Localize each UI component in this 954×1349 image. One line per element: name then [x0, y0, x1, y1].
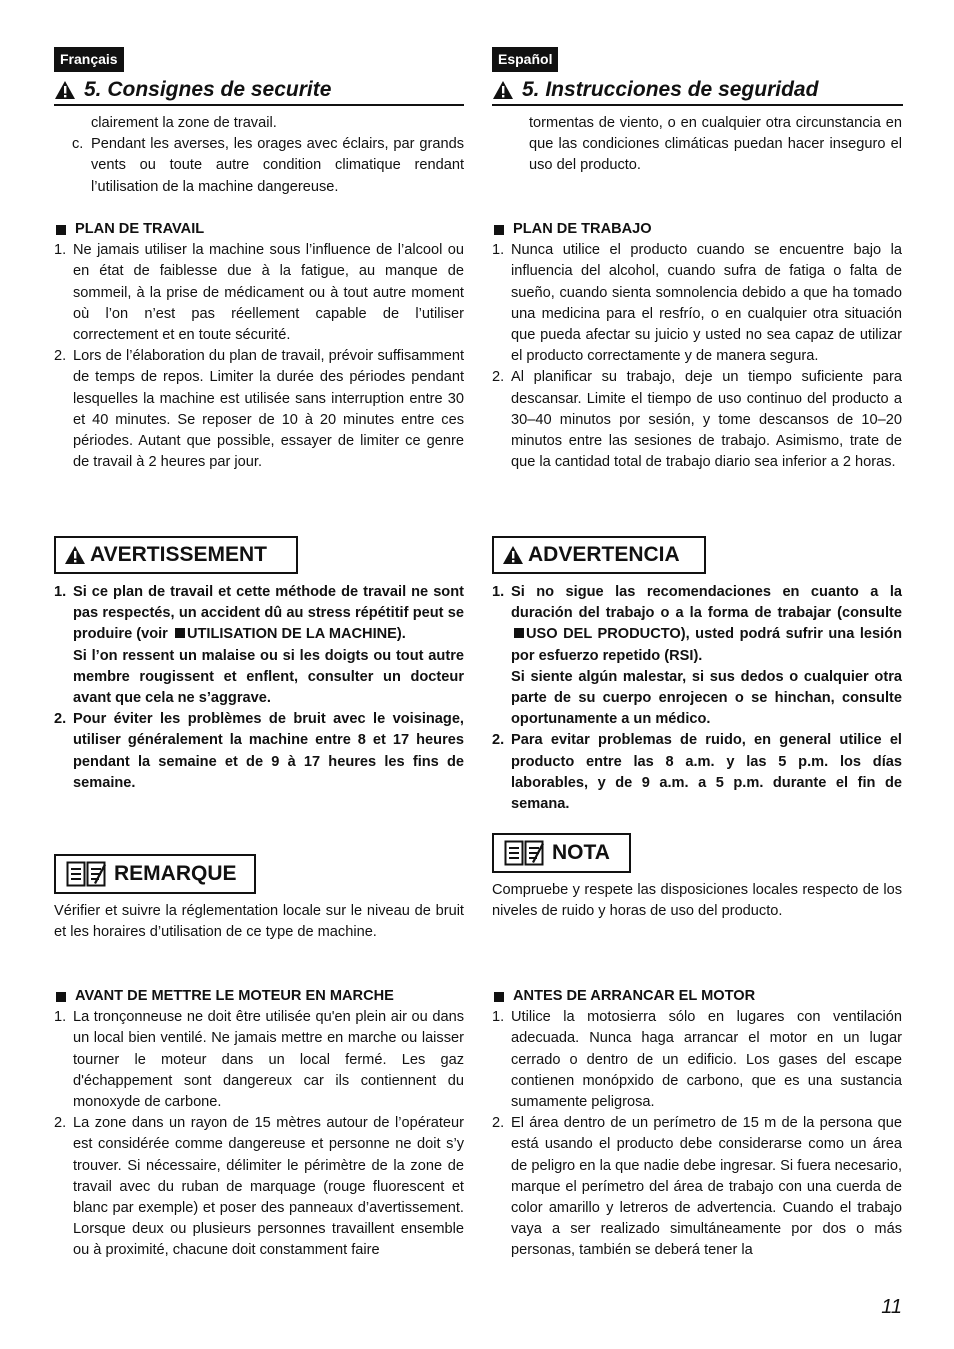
section-title-text: 5. Consignes de securite	[84, 78, 332, 101]
note-icon	[504, 840, 544, 866]
start-section	[492, 986, 902, 1262]
continuation-text: tormentas de viento, o en cualquier otra circunstancia en que las condiciones climáticas puedan hacer inseguro el uso del producto.	[529, 115, 902, 174]
language-tag: Español	[492, 47, 558, 72]
warning-triangle-icon	[54, 80, 76, 100]
list-item: 2. La zone dans un rayon de 15 mètres autour de l’opérateur est considérée comme dangereuse et personne ne doit s’y trouver. Si nécessaire, délimiter le périmètre de la zone de travail avec du ruban de marquage (rouge fluorescent et blanc par exemple) et poser des panneaux d’avertissement. Lorsque deux ou plusieurs personnes travaillent ensemble ou à proximité, chacune doit constamment faire	[54, 1115, 464, 1259]
start-heading: ANTES DE ARRANCAR EL MOTOR	[492, 986, 902, 1007]
warning-content	[54, 582, 464, 794]
square-bullet-icon	[56, 992, 66, 1002]
list-item: 1. Ne jamais utiliser la machine sous l’influence de l’alcool ou en état de faiblesse due à la fatigue, au manque de sommeil, à la prise de médicament ou à tout autre moment où l’on n’est pas réellement capable de l’utiliser correctement et en toute sécurité.	[54, 242, 464, 344]
list-item: 2. Al planificar su trabajo, deje un tiempo suficiente para descansar. Limite el tiempo de uso continuo del producto a 30–40 minutos por sesión, y tome descansos de 10–20 minutos entre las sesiones de trabajo. Asimismo, trate de que la cantidad total de trabajo diario sea inferior a 2 horas.	[492, 369, 902, 471]
square-bullet-icon	[494, 992, 504, 1002]
warning-continuation: Si l’on ressent un malaise ou si les doigts ou tout autre membre rougissent et enflent, consulter un docteur avant que cela ne s’aggrave.	[73, 647, 464, 707]
list-item: 2. El área dentro de un perímetro de 15 m de la persona que está usando el producto debe considerarse como un área de peligro en la que nadie debe ingresar. Si fuera necesario, marque el perímetro del área de trabajo con una cuerda de color amarillo y letreros de advertencia. Cuando el trabajo vaya a ser realizado simultáneamente por dos o más personas, también se deberá tener la	[492, 1115, 902, 1259]
square-bullet-icon	[494, 225, 504, 235]
start-section	[54, 986, 464, 1262]
section-title	[492, 76, 903, 106]
warning-box	[54, 536, 298, 574]
start-heading: AVANT DE METTRE LE MOTEUR EN MARCHE	[54, 986, 464, 1007]
list-item: 2. Pour éviter les problèmes de bruit avec le voisinage, utiliser généralement la machine entre 8 et 17 heures pendant la semaine et de 9 à 17 heures les fins de semaine.	[54, 711, 464, 791]
warning-triangle-icon	[64, 545, 86, 565]
plan-heading: PLAN DE TRAVAIL	[54, 219, 464, 240]
square-bullet-icon	[514, 628, 524, 638]
note-label: NOTA	[552, 841, 610, 864]
warning-content	[492, 582, 902, 815]
list-item: 2. Lors de l’élaboration du plan de travail, prévoir suffisamment de temps de repos. Limiter la durée des périodes pendant lesquelles la machine est utilisée sans interruption entre 30 et 40 minutes. Se reposer de 10 à 20 minutes entre ces périodes. Autant que possible, essayer de limiter ce genre de travail à 2 heures par jour.	[54, 348, 464, 471]
list-item: 1. Utilice la motosierra sólo en lugares con ventilación adecuada. Nunca haga arrancar el motor en un lugar cerrado o dentro de un edificio. Los gases del escape contienen monópxido de carbono, que es una sustancia sumamente peligrosa.	[492, 1009, 902, 1111]
section-title-text: 5. Instrucciones de seguridad	[522, 78, 819, 101]
list-item: 1. Si no sigue las recomendaciones en cuanto a la duración del trabajo o a la forma de trabajar (consulte USO DEL PRODUCTO), usted podrá sufrir una lesión por esfuerzo repetido (RSI).	[492, 584, 902, 664]
list-item: 1. La tronçonneuse ne doit être utilisée qu'en plein air ou dans un local bien ventilé. Ne jamais mettre en marche ou laisser tourner le moteur dans un local fermé. Les gaz d'échappement sont dangereux car ils contiennent du monoxyde de carbone.	[54, 1009, 464, 1111]
warning-box	[492, 536, 706, 574]
section-title	[54, 76, 464, 106]
list-item: 2. Para evitar problemas de ruido, en general utilice el producto entre las 8 a.m. y las 5 p.m. los días laborables, y de 9 a.m. a 5 p.m. durante el fin de semana.	[492, 732, 902, 813]
note-icon	[66, 861, 106, 887]
note-box	[492, 833, 631, 873]
plan-section	[54, 219, 464, 473]
warning-label: ADVERTENCIA	[528, 543, 680, 566]
intro-continuation	[54, 113, 464, 198]
warning-label: AVERTISSEMENT	[90, 543, 267, 566]
note-text: Vérifier et suivre la réglementation locale sur le niveau de bruit et les horaires d’utilisation de ce type de machine.	[54, 903, 464, 941]
note-box	[54, 854, 256, 894]
note-label: REMARQUE	[114, 862, 237, 885]
intro-continuation	[492, 113, 902, 177]
plan-heading: PLAN DE TRABAJO	[492, 219, 902, 240]
warning-triangle-icon	[492, 80, 514, 100]
list-item: 1. Nunca utilice el producto cuando se encuentre bajo la influencia del alcohol, cuando sufra de fatiga o falta de sueño, cuando sienta somnolencia debido a que ha tomado una medicina para el resfrío, o en cualquier otra situación que pueda afectar su juicio y usted no sea capaz de utilizar el producto correctamente y de manera segura.	[492, 242, 902, 365]
square-bullet-icon	[175, 628, 185, 638]
list-item: c. Pendant les averses, les orages avec éclairs, par grands vents ou toute autre condition climatique rendant l’utilisation de la machine dangereuse.	[72, 136, 464, 195]
warning-continuation: Si siente algún malestar, si sus dedos o cualquier otra parte de su cuerpo enrojecen o se hinchan, consulte oportunamente a un médico.	[511, 668, 902, 728]
continuation-text: clairement la zone de travail.	[91, 115, 277, 131]
page-number: 11	[881, 1296, 902, 1318]
language-tag: Français	[54, 47, 124, 72]
warning-triangle-icon	[502, 545, 524, 565]
plan-section	[492, 219, 902, 473]
list-item: 1. Si ce plan de travail et cette méthode de travail ne sont pas respectés, un accident dû au stress répétitif peut se produire (voir UTILISATION DE LA MACHINE).	[54, 584, 464, 643]
square-bullet-icon	[56, 225, 66, 235]
note-text: Compruebe y respete las disposiciones locales respecto de los niveles de ruido y horas de uso del producto.	[492, 882, 902, 920]
